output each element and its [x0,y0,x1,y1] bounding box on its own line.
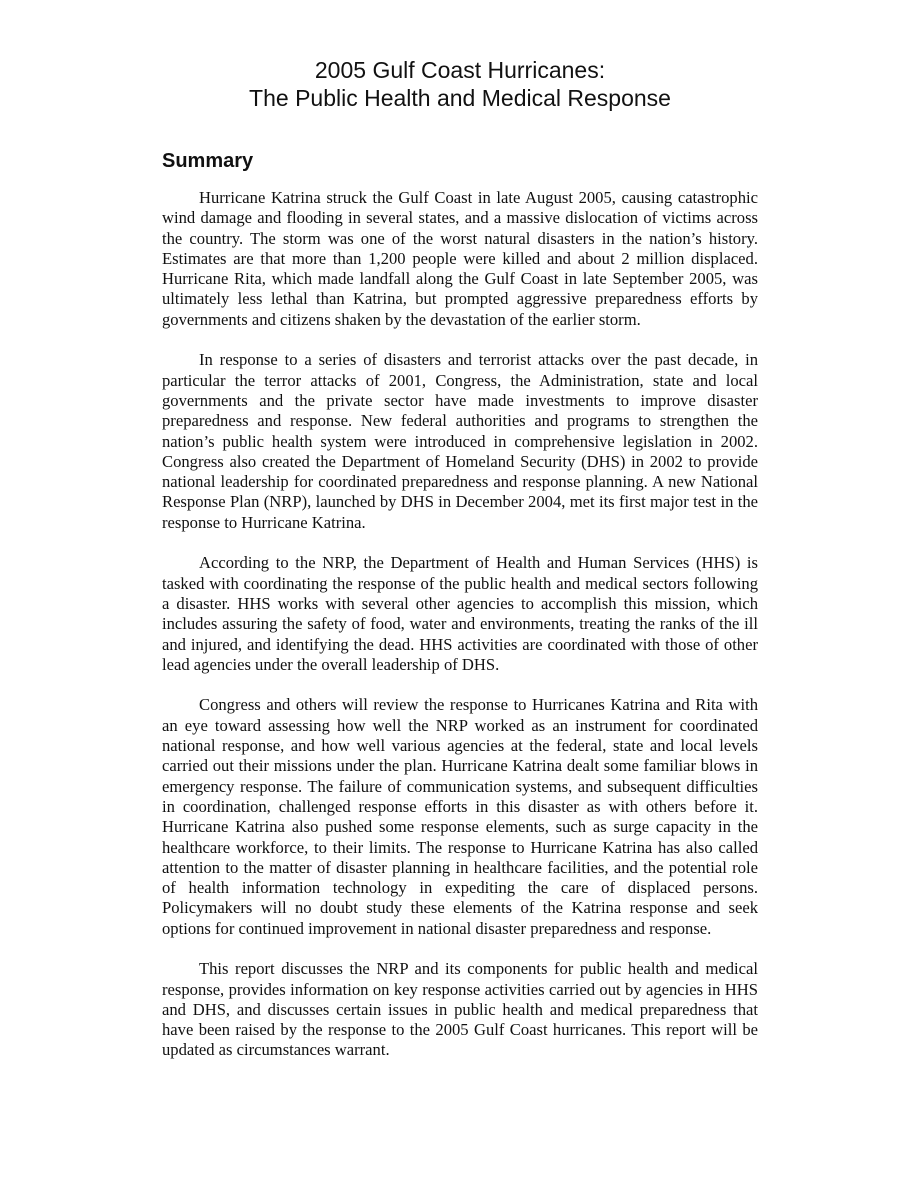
paragraph-3: According to the NRP, the Department of Health and Human Services (HHS) is tasked with coordinating the response of the public health and medical sectors following a disaster. HHS works with several other agencies to accomplish this mission, which includes assuring the safety of food, water and environments, treating the ranks of the ill and injured, and identifying the dead. HHS activities are coordinated with those of other lead agencies under the overall leadership of DHS. [162,553,758,674]
document-page [162,56,758,1061]
title-line-2: The Public Health and Medical Response [249,85,671,111]
summary-body [162,188,758,1061]
section-heading: Summary [162,150,254,172]
title-line-1: 2005 Gulf Coast Hurricanes: [314,57,606,83]
paragraph-5: This report discusses the NRP and its components for public health and medical response, provides information on key response activities carried out by agencies in HHS and DHS, and discusses certain issues in public health and medical preparedness that have been raised by the response to the 2005 Gulf Coast hurricanes. This report will be updated as circumstances warrant. [162,959,758,1060]
document-title [162,56,758,112]
paragraph-1: Hurricane Katrina struck the Gulf Coast in late August 2005, causing catastrophic wind damage and flooding in several states, and a massive dislocation of victims across the country. The storm was one of the worst natural disasters in the nation’s history. Estimates are that more than 1,200 people were killed and about 2 million displaced. Hurricane Rita, which made landfall along the Gulf Coast in late September 2005, was ultimately less lethal than Katrina, but prompted aggressive preparedness efforts by governments and citizens shaken by the devastation of the earlier storm. [162,188,758,329]
paragraph-4: Congress and others will review the response to Hurricanes Katrina and Rita with an eye toward assessing how well the NRP worked as an instrument for coordinated national response, and how well various agencies at the federal, state and local levels carried out their missions under the plan. Hurricane Katrina dealt some familiar blows in emergency response. The failure of communication systems, and subsequent difficulties in coordination, challenged response efforts in this disaster as with others before it. Hurricane Katrina also pushed some response elements, such as surge capacity in the healthcare workforce, to their limits. The response to Hurricane Katrina has also called attention to the matter of disaster planning in healthcare facilities, and the potential role of health information technology in expediting the care of displaced persons. Policymakers will no doubt study these elements of the Katrina response and seek options for continued improvement in national disaster preparedness and response. [162,695,758,938]
paragraph-2: In response to a series of disasters and terrorist attacks over the past decade, in particular the terror attacks of 2001, Congress, the Administration, state and local governments and the private sector have made investments to improve disaster preparedness and response. New federal authorities and programs to strengthen the nation’s public health system were introduced in comprehensive legislation in 2002. Congress also created the Department of Homeland Security (DHS) in 2002 to provide national leadership for coordinated preparedness and response planning. A new National Response Plan (NRP), launched by DHS in December 2004, met its first major test in the response to Hurricane Katrina. [162,350,758,532]
